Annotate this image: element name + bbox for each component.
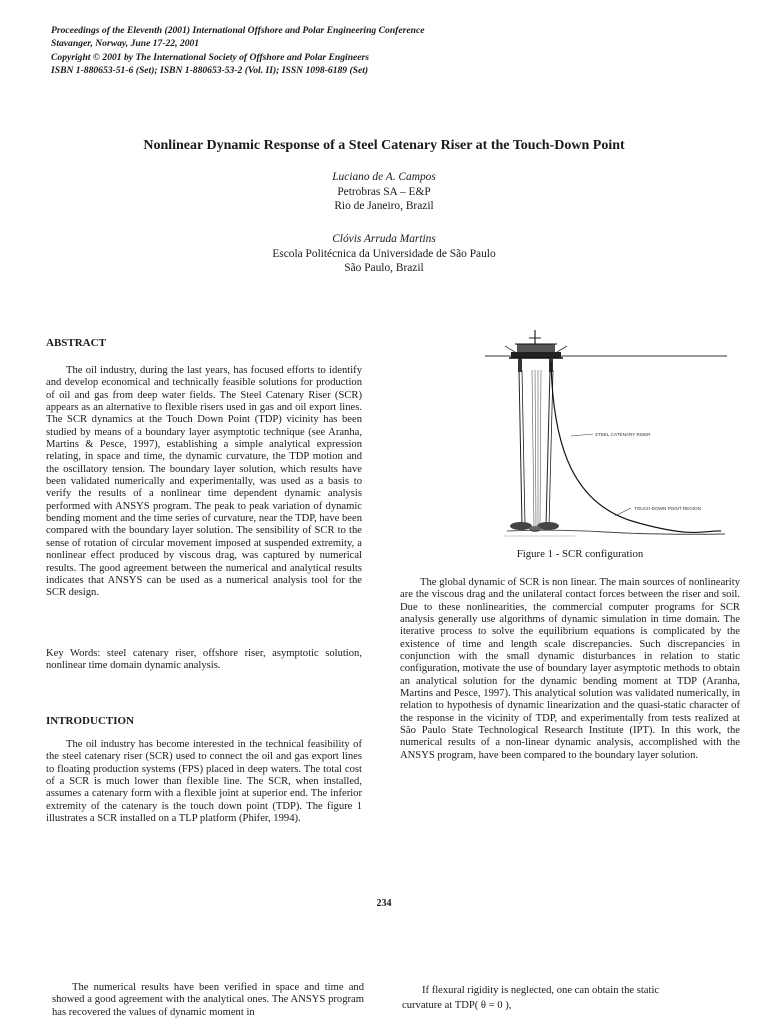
introduction-heading: INTRODUCTION: [46, 715, 135, 727]
tlp-platform: [505, 344, 567, 358]
next-page-right-paragraph: [402, 985, 734, 1013]
next-page-right-line-2: curvature at TDP( θ = 0 ),: [402, 1000, 512, 1012]
figure-1-scr-diagram: [485, 330, 727, 540]
figure-1-caption: Figure 1 - SCR configuration: [516, 548, 644, 560]
header-line-3: Copyright © 2001 by The International Society of Offshore and Polar Engineers: [51, 51, 370, 63]
author-block-2: [0, 232, 768, 276]
next-page-left-paragraph: [52, 982, 364, 1019]
author-1-affiliation: Petrobras SA – E&P: [337, 185, 431, 198]
author-block-1: [0, 170, 768, 214]
introduction-text: The oil industry has become interested in the technical feasibility of the steel catenary riser (SCR) used to connect the oil and gas export lines to floating production systems (FPS) placed in deep waters. The total cost of a SCR is much lower than flexible line. The SCR, when installed, assumes a catenary form with a flexible joint at superior end. The inferior extremity of the catenary is the touch down point (TDP). The figure 1 illustrates a SCR installed on a TLP platform (Phifer, 1994).: [46, 739, 362, 825]
author-1-location: Rio de Janeiro, Brazil: [334, 200, 434, 212]
author-1-name: Luciano de A. Campos: [332, 171, 436, 183]
col2-text: The global dynamic of SCR is non linear. The main sources of nonlinearity are the viscous drag and the unilateral contact forces between the riser and soil. Due to these nonlinearities, the commercial computer programs for SCR analysis generally use algorithms of dynamic simulation in time domain. The iterative process to solve the equilibrium equations is complicated by the existence of time and length scale discrepancies. Such discrepancies in conjunction with the small dynamic disturbances in relation to static configuration, motivate the use of boundary layer asymptotic methods to obtain an analytical solution for the dynamic bending moment at TDP (Aranha, Martins and Pesce, 1997). This analytical solution was validated numerically, in relation to hypothesis of dynamic linearization and the quasi-static character of the response in the vicinity of TDP, and experimentally from tests realized at São Paulo State Technological Research Institute (IPT). In this work, the numerical results of a non-linear dynamic analysis, accomplished with the ANSYS program, have been compared to the boundary layer solution.: [400, 577, 740, 761]
abstract-paragraph: [46, 365, 362, 600]
next-page-right-line-1: If flexural rigidity is neglected, one can obtain the static: [422, 985, 660, 996]
paper-title: Nonlinear Dynamic Response of a Steel Catenary Riser at the Touch-Down Point: [143, 138, 625, 153]
col2-paragraph: [400, 577, 740, 762]
header-line-2: Stavanger, Norway, June 17-22, 2001: [51, 38, 200, 50]
page-number: 234: [376, 898, 392, 909]
author-2-location: São Paulo, Brazil: [344, 262, 424, 274]
next-page-left-text: The numerical results have been verified in space and time and showed a good agreement with the analytical ones. The ANSYS program has recovered the values of dynamic moment in: [52, 982, 364, 1018]
author-2-name: Clóvis Arruda Martins: [332, 233, 436, 245]
tdp-label: TOUCH-DOWN POINT REGION: [634, 506, 701, 511]
proceedings-header: [51, 24, 671, 77]
author-2-affiliation: Escola Politécnica da Universidade de São Paulo: [272, 247, 496, 260]
introduction-paragraph: [46, 739, 362, 825]
keywords-paragraph: Key Words: steel catenary riser, offshore riser, asymptotic solution, nonlinear time domain dynamic analysis.: [46, 648, 362, 672]
abstract-heading: ABSTRACT: [46, 337, 106, 349]
riser-label: STEEL CATENARY RISER: [595, 432, 651, 437]
abstract-text: The oil industry, during the last years, has focused efforts to identify and develop economical and technically feasible solutions for production of oil and gas from deep water fields. The Steel Catenary Riser (SCR) appears as an alternative to flexible risers used in gas and oil export lines. The SCR dynamics at the Touch Down Point (TDP) vicinity has been studied by means of a boundary layer asymptotic technique (see Aranha, Martins & Pesce, 1997), establishing a simple analytical expression relating, in space and time, the dynamic curvature, the TDP motion and the oscillatory tension. The boundary layer solution, which results have been validated numerically and experimentally, was used as a basis to verify the results of a nonlinear time dependent dynamic analysis performed with ANSYS program. The peak to peak variation of dynamic bending moment and the time series of curvature, near the TDP, have been compared with the boundary layer solution. The sensibility of SCR to the sense of rotation of circular movement imposed at suspended extremity, a nonlinear effect produced by viscous drag, was captured by numerical results. The good agreement between the numerical and analytical results indicates that ANSYS can be used as a numerical analysis tool for the SCR design.: [46, 365, 362, 599]
header-line-1: Proceedings of the Eleventh (2001) International Offshore and Polar Engineering Conference: [51, 25, 425, 36]
header-line-4: ISBN 1-880653-51-6 (Set); ISBN 1-880653-53-2 (Vol. II); ISSN 1098-6189 (Set): [51, 64, 369, 76]
